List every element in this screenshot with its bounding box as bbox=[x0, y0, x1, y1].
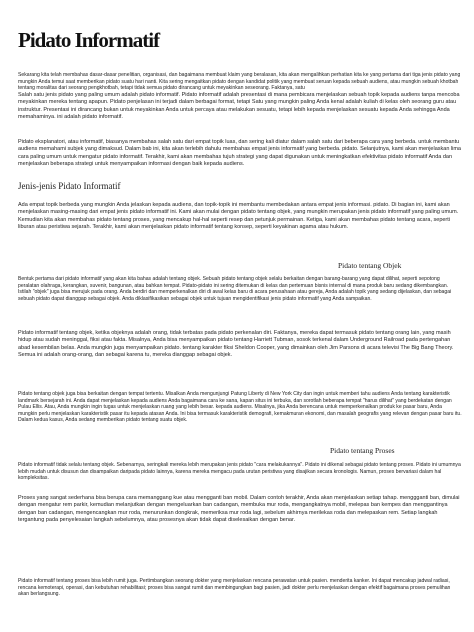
objek-paragraph-2: Pidato informatif tentang objek, ketika objeknya adalah orang, tidak terbatas pada pidato perkenalan diri. Faktanya, mereka dapat termasuk pidato tentang orang lain, yang masih hidup atau sudah meninggal, fiksi atau fakta. Misalnya, Anda bisa menyampaikan pidato tentang Harriett Tubman, sosok terkenal dalam Underground Railroad pada pertengahan abad kesembilan belas. Anda mungkin juga menyampaikan pidato. tentang karakter fiksi Sheldon Cooper, yang dimainkan oleh Jim Parsons di acara televisi The Big Bang Theory. Semua ini adalah orang-orang, dan sebagai karena tu, mereka dianggap sebagai objek. bbox=[18, 330, 454, 359]
subheading-objek: Pidato tentang Objek bbox=[338, 261, 402, 270]
intro-paragraph: Sekarang kita telah membahas dasar-dasar penelitian, organisasi, dan bagaimana membuat klaim yang beralasan, kita akan mengalihkan perhatian kita ke yang pertama dari tiga jenis pidato yang mungkin Anda temui saat memberikan pidato suatu hari nanti. Kita sering mengaitkan pidato dengan kandidat politik yang membuat seruan kepada sebuah audiens, atau mungkin sebuah khotbah tentang moralitas dari seorang pengkhotbah, tetapi tidak semua pidato dirancang untuk meyakinkan seseorang. Faktanya, satu bbox=[18, 72, 461, 92]
types-paragraph: Ada empat topik berbeda yang mungkin Anda jelaskan kepada audiens, dan topik-topik ini membantu membedakan antara empat jenis informasi. pidato. Di bagian ini, kami akan menjelaskan masing-masing dari empat jenis pidato informatif ini. Kami akan mulai dengan pidato tentang objek, yang mungkin merupakan jenis pidato informatif yang paling umum. Kemudian kita akan membahas pidato tentang proses, yang mencakup hal-hal seperti resep dan petunjuk permainan. Ketiga, kami akan membahas pidato tentang acara, seperti liburan atau peristiwa sejarah. Terakhir, kami akan menjelaskan pidato informatif tentang konsep, seperti keyakinan agama atau hukum. bbox=[18, 202, 459, 231]
objek-paragraph-1: Bentuk pertama dari pidato informatif yang akan kita bahas adalah tentang objek. Sebuah pidato tentang objek selalu berkaitan dengan barang-barang yang dapat dilihat, seperti sepotong peralatan olahraga, kerangkan, suvenir, bangunan, atau bahkan tempat. Pidato-pidato ini sering ditemukan di kelas dan pertemuan bisnis internal di mana produk baru sedang dikembangkan. Istilah "objek" juga bisa merujuk pada orang. Anda berdiri dan memperkenalkan diri di awal kelas baru di acara perusahaan atau gereja, Anda adalah topik yang sedang dijelaskan, dan sebagai sebuah pidato dapat dianggap sebagai objek. Anda diklasifikasikan sebagai objek untuk tujuan mengidentifikasi jenis pidato informatif yang Anda sampaikan. bbox=[18, 276, 452, 302]
definition-paragraph: Salah satu jenis pidato yang paling umum adalah pidato informatif. Pidato informatif adalah presentasi di mana pembicara menjelaskan sebuah topik kepada audiens tanpa mencoba meyakinkan mereka tentang apapun. Pidato penjelasan ini terjadi dalam berbagai format, tetapi Satu yang mungkin paling Anda kenal adalah kuliah di kelas oleh seorang guru atau instruktur. Presentasi ini dirancang bukan untuk meyakinkan Anda untuk percaya atau melakukan sesuatu, tetapi lebih kepada menjelaskan sesuatu kepada Anda sehingga Anda memahaminya. ini adalah pidato informatif. bbox=[18, 92, 460, 121]
proses-paragraph-2: Proses yang sangat sederhana bisa berupa cara memanggang kue atau mengganti ban mobil. Dalam contoh terakhir, Anda akan menjelaskan setiap tahap. menggganti ban, dimulai dengan mengatur rem parkir, kemudian melanjutkan dengan mengeluarkan ban cadangan, membuka mur roda, mengangkatnya mobil, melepas ban kempes dan menggantinya dengan ban cadangan, mengencangkan mur roda, menurunkan dongkrak, memeriksa mur roda lagi, sebelum akhirnya merilekas roda dan melepaskan rem. Setiap langkah tergantung pada penyelesaian langkah sebelumnya, atau prosesnya akan tidak dapat diselesaikan dengan benar. bbox=[18, 495, 460, 524]
subheading-proses: Pidato tentang Proses bbox=[330, 446, 395, 455]
objek-paragraph-3: Pidato tentang objek juga bisa berkaitan dengan tempat tertentu. Misalkan Anda mengunjungi Patung Liberty di New York City dan ingin untuk memberi tahu audiens Anda tentang karakteristik landmark bersejarah ini. Anda dapat menjelaskan kepada audiens Anda bagaimana cara ke sana, kapan situs ini terbuka, dan sorotlah beberapa tempat "harus dilihat" yang berdekatan dengan Pulau Ellis. Atau, Anda mungkin ingin tugas untuk menjelaskan ruang yang lebih besar. kepada audiens. Misalnya, jika Anda berencana untuk memperkenalkan produk ke pasar baru, Anda mungkin perlu menjelaskan karakteristik pasar itu kepada atasan Anda. Ini bisa termasuk karakteristik demografi, kemakmuran ekonomi, dan masalah geografis yang relevan dengan pasar baru itu. Dalam kedua kasus, Anda sedang memberikan pidato tentang suatu objek. bbox=[18, 391, 462, 424]
overview-paragraph: Pidato eksplanatori, atau informatif, biasanya membahas salah satu dari empat topik luas, dan sering kali diatur dalam salah satu dari beberapa cara yang berbeda. untuk membantu audiens memahami subjek yang dimaksud. Dalam bab ini, kita akan terlebih dahulu membahas empat jenis informatif yang berbeda. pidato. Selanjutnya, kami akan menjelaskan lima cara paling umum untuk mengatur pidato informatif. Terakhir, kami akan membahas tujuh strategi yang dapat digunakan untuk meningkatkan efektivitas pidato informatif Anda dan menjelaskan beberapa strategi untuk menyampaikan informasi dengan baik kepada audiens. bbox=[18, 139, 461, 168]
section-heading-jenis: Jenis-jenis Pidato Informatif bbox=[18, 181, 121, 191]
proses-paragraph-3: Pidato informatif tentang proses bisa lebih rumit juga. Pertimbangkan seorang dokter yang menjelaskan rencana perawatan untuk pasien. menderita kanker. Ini dapat mencakup jadwal radiasi, rencana kemoterapi, operasi, dan kebutuhan rehabilitasi; proses bisa sangat rumit dan membingungkan bagi pasien, jadi dokter perlu menjelaskan dengan efektif bagaimana proses pemulihan akan berlangsung. bbox=[18, 578, 451, 598]
page-title: Pidato Informatif bbox=[18, 28, 160, 52]
proses-paragraph-1: Pidato informatif tidak selalu tentang objek. Sebenarnya, seringkali mereka lebih merupakan jenis pidato "cara melakukannya". Pidato ini dikenal sebagai pidato tentang proses. Pidato ini umumnya lebih mudah untuk disusun dan disampaikan daripada pidato lainnya, karena mereka mengacu pada urutan peristiwa yang disajikan secara kronologis. Namun, proses bervariasi dalam hal kompleksitas. bbox=[18, 462, 461, 482]
